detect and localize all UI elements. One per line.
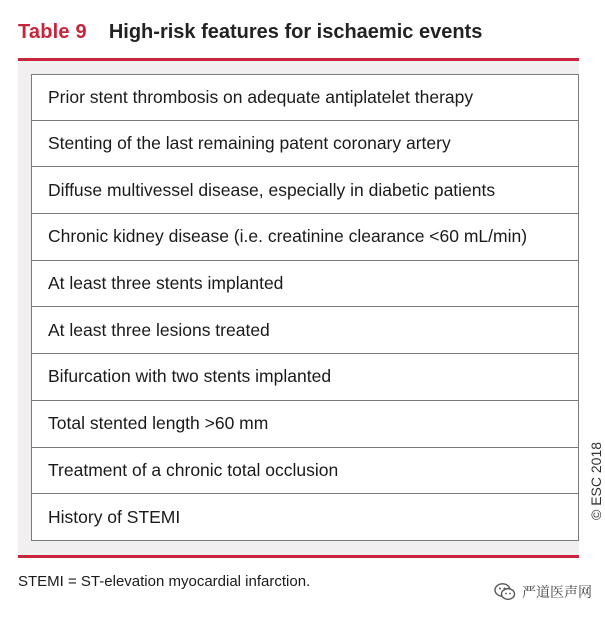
watermark <box>494 580 592 604</box>
table-row: History of STEMI <box>31 494 579 541</box>
table-title: High-risk features for ischaemic events <box>108 20 483 43</box>
table-row: Total stented length >60 mm <box>31 401 579 448</box>
copyright-notice: © ESC 2018 <box>588 441 604 520</box>
table-row: Prior stent thrombosis on adequate antiplatelet therapy <box>31 74 579 121</box>
table-row: Diffuse multivessel disease, especially in diabetic patients <box>31 167 579 214</box>
table-row: Stenting of the last remaining patent coronary artery <box>31 121 579 168</box>
table-row: At least three lesions treated <box>31 307 579 354</box>
table-number: Table 9 <box>18 20 87 43</box>
table-header <box>18 14 578 50</box>
wechat-logo-icon <box>494 582 516 602</box>
footnote: STEMI = ST-elevation myocardial infarction. <box>18 573 311 590</box>
table-row: Bifurcation with two stents implanted <box>31 354 579 401</box>
table-row: At least three stents implanted <box>31 261 579 308</box>
table-row: Chronic kidney disease (i.e. creatinine clearance <60 mL/min) <box>31 214 579 261</box>
table-row: Treatment of a chronic total occlusion <box>31 448 579 495</box>
watermark-text: 严道医声网 <box>522 584 592 600</box>
feature-list <box>31 74 579 541</box>
bottom-rule <box>18 555 579 558</box>
